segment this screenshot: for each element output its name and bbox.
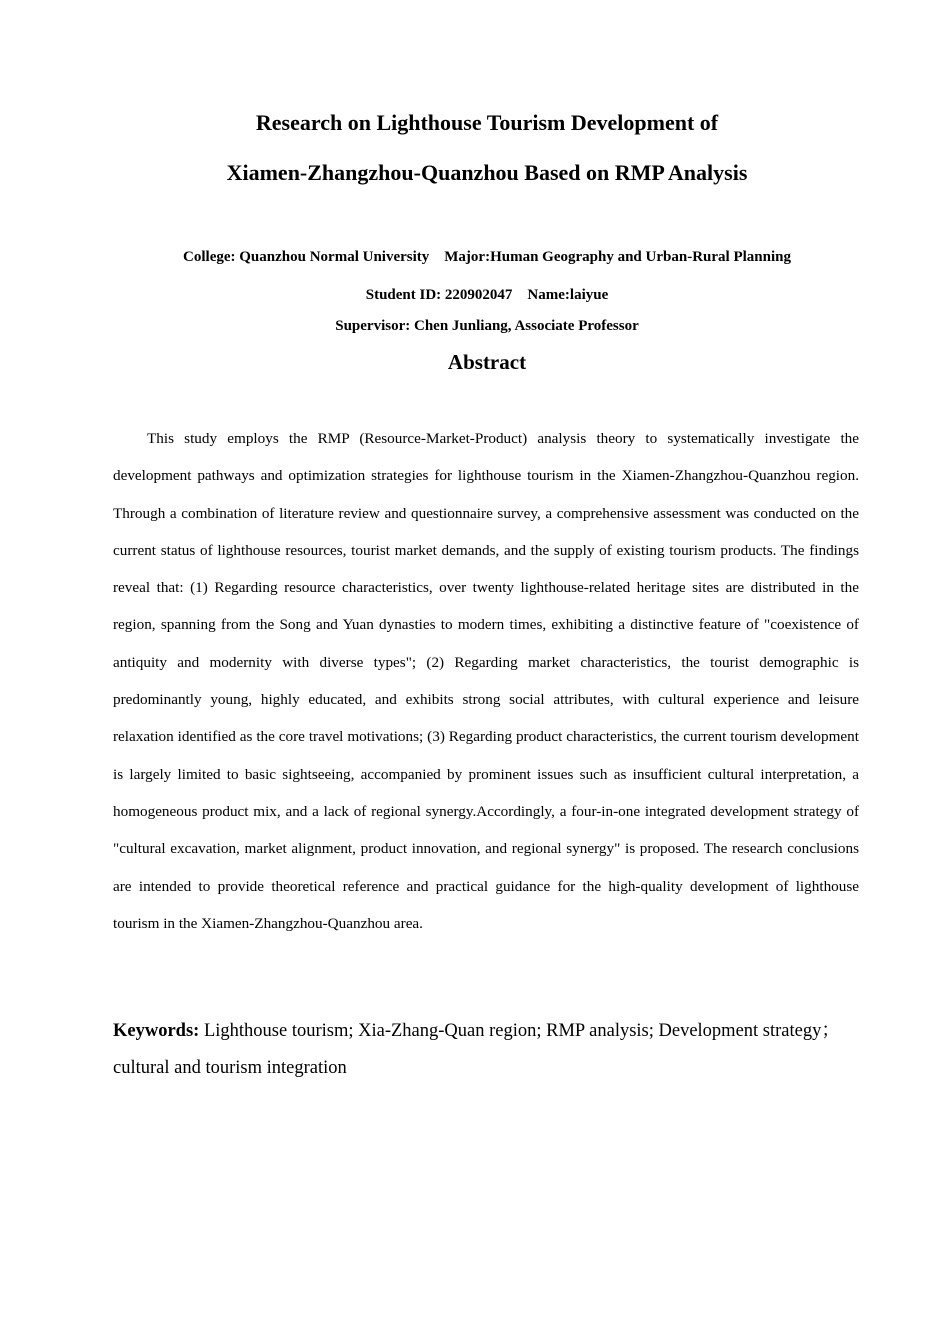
keywords-text: Lighthouse tourism; Xia-Zhang-Quan region; RMP analysis; Development strategy；cultural and tourism integration [113,1021,840,1078]
student-id-name-line: Student ID: 220902047 Name:laiyue [365,287,609,303]
title-line-2: Xiamen-Zhangzhou-Quanzhou Based on RMP Analysis [226,160,748,185]
abstract-heading: Abstract [447,350,527,374]
keywords-label: Keywords: [113,1021,200,1041]
keywords-paragraph [113,1013,859,1087]
college-major-line: College: Quanzhou Normal University Major:Human Geography and Urban-Rural Planning [183,249,791,265]
abstract-body: This study employs the RMP (Resource-Market-Product) analysis theory to systematically investigate the development pathways and optimization strategies for lighthouse tourism in the Xiamen-Zhangzhou-Quanzhou region. Through a combination of literature review and questionnaire survey, a comprehensive assessment was conducted on the current status of lighthouse resources, tourist market demands, and the supply of existing tourism products. The findings reveal that: (1) Regarding resource characteristics, over twenty lighthouse-related heritage sites are distributed in the region, spanning from the Song and Yuan dynasties to modern times, exhibiting a distinctive feature of "coexistence of antiquity and modernity with diverse types"; (2) Regarding market characteristics, the tourist demographic is predominantly young, highly educated, and exhibits strong social attributes, with cultural experience and leisure relaxation identified as the core travel motivations; (3) Regarding product characteristics, the current tourism development is largely limited to basic sightseeing, accompanied by prominent issues such as insufficient cultural interpretation, a homogeneous product mix, and a lack of regional synergy.Accordingly, a four-in-one integrated development strategy of "cultural excavation, market alignment, product innovation, and regional synergy" is proposed. The research conclusions are intended to provide theoretical reference and practical guidance for the high-quality development of lighthouse tourism in the Xiamen-Zhangzhou-Quanzhou area. [113,430,859,932]
supervisor-line: Supervisor: Chen Junliang, Associate Professor [335,318,639,334]
paper-title [0,98,950,198]
title-line-1: Research on Lighthouse Tourism Development of [255,110,719,135]
